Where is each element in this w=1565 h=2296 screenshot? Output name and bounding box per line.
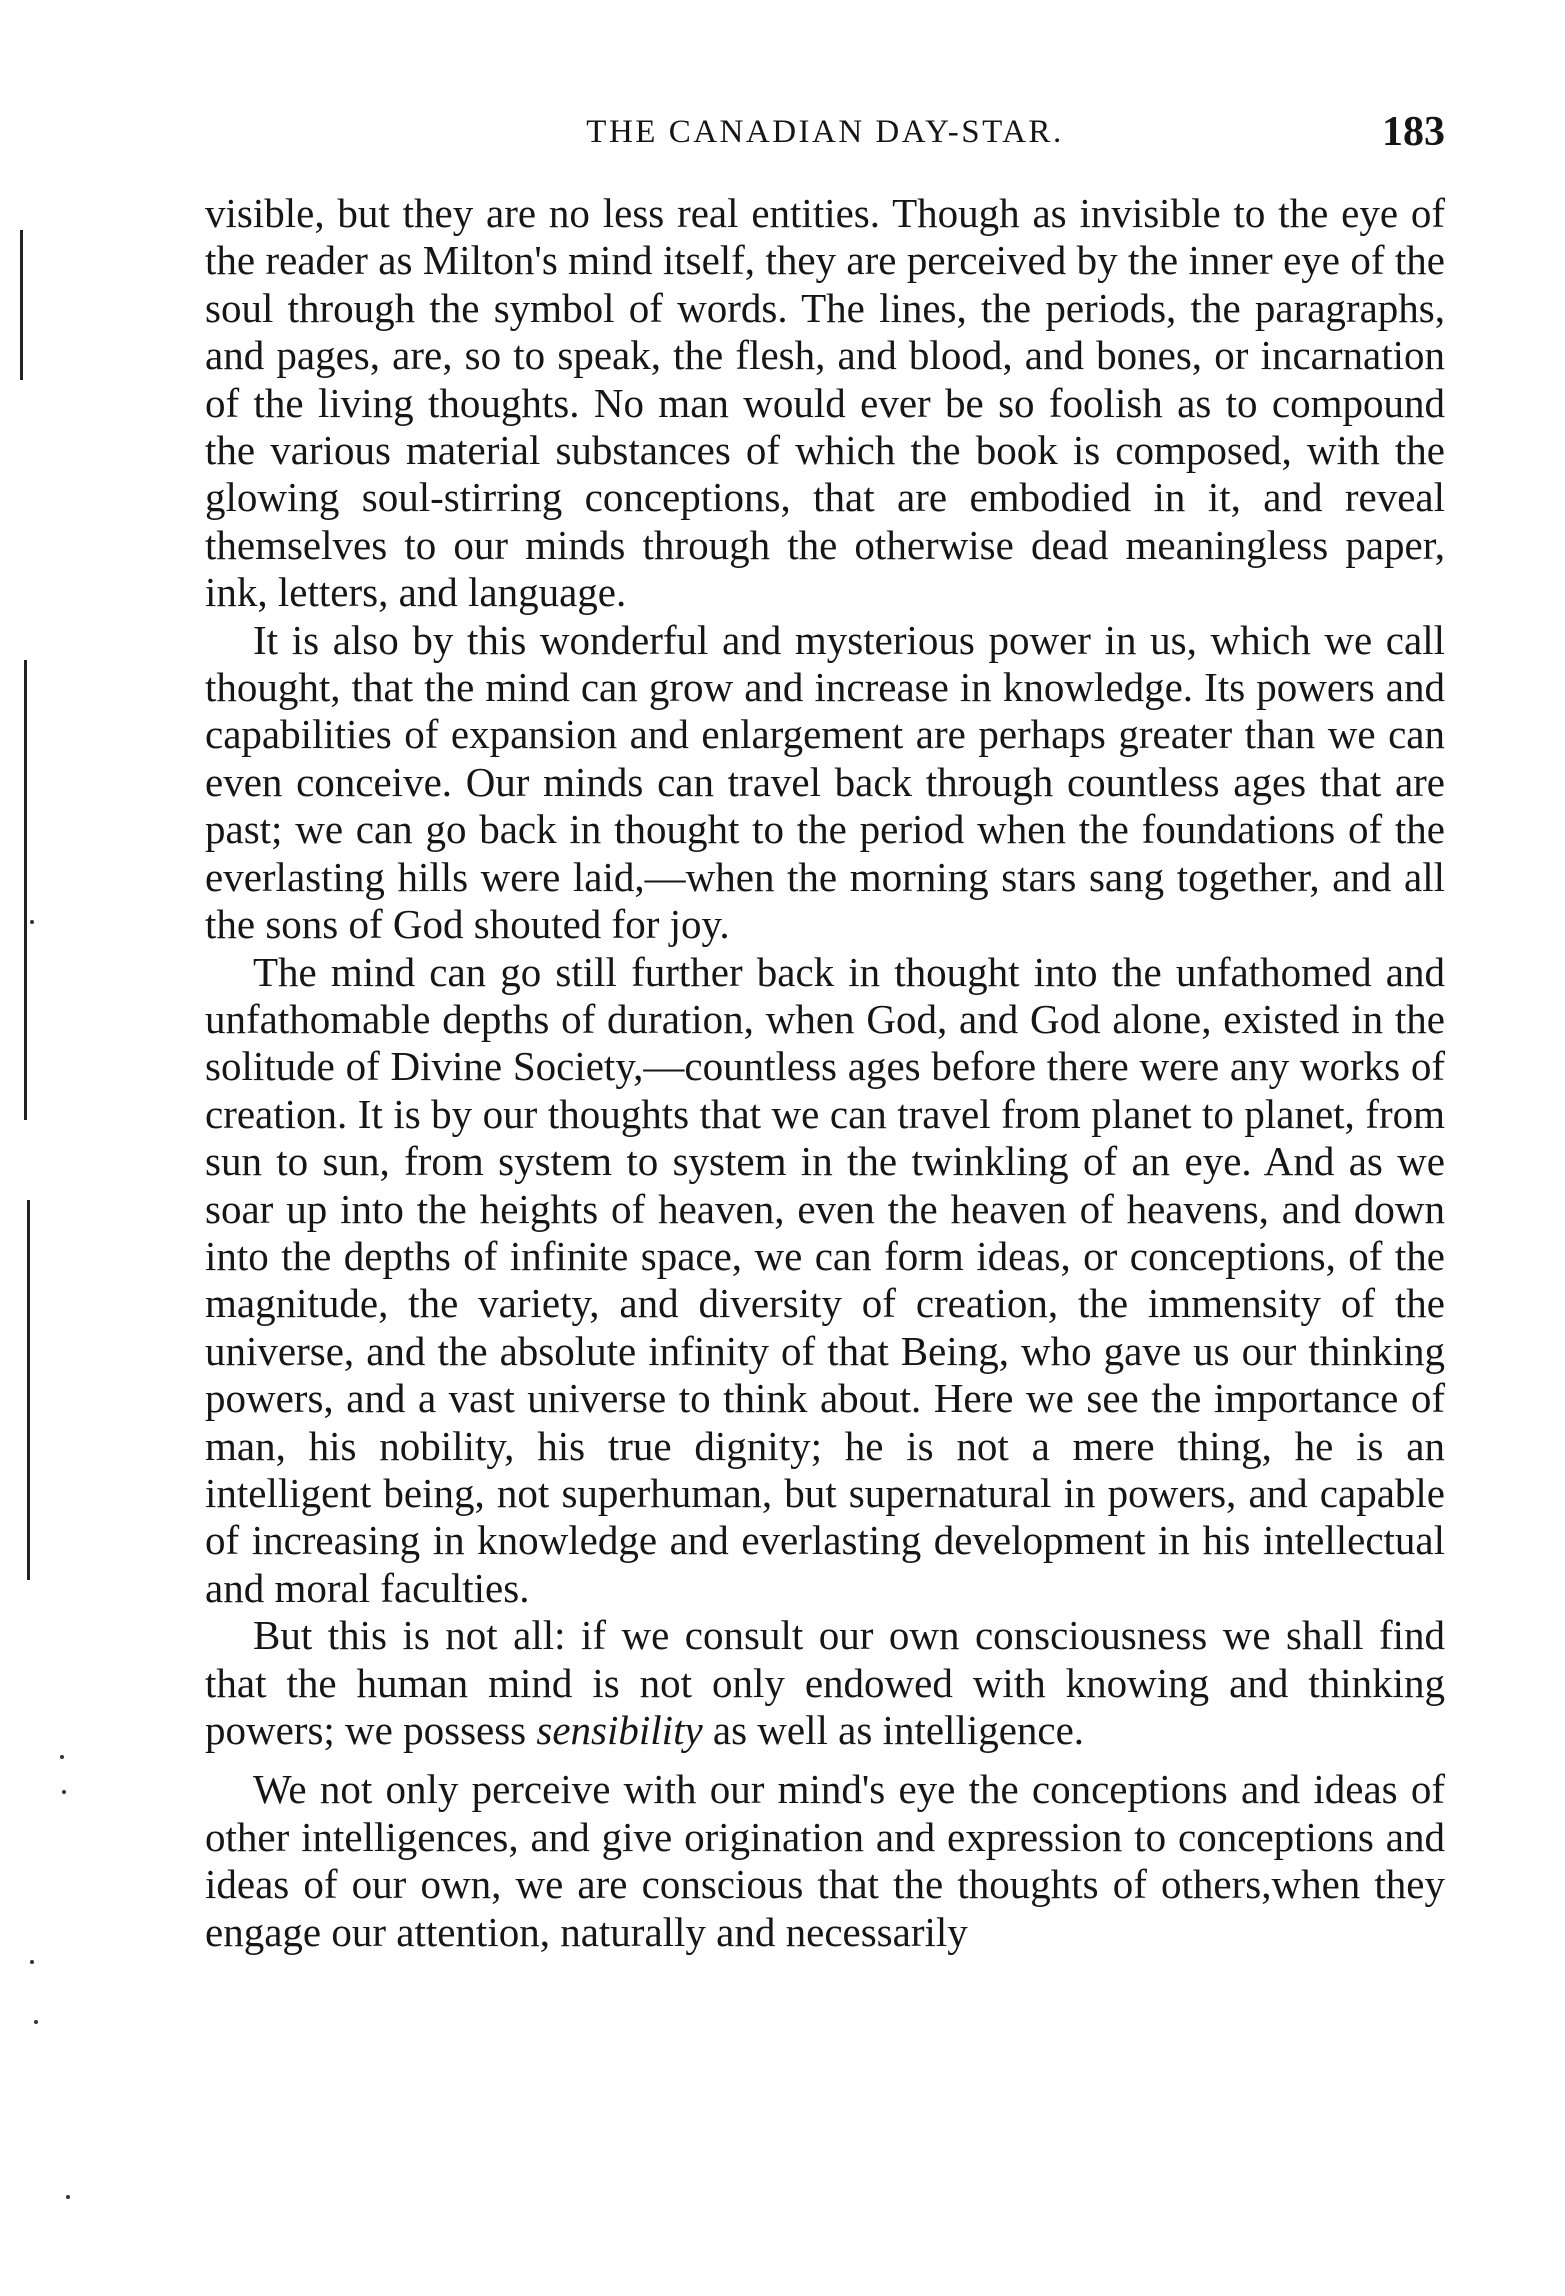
margin-line-3 bbox=[27, 1200, 30, 1580]
margin-speck-4 bbox=[30, 1960, 34, 1964]
paragraph-4-text-end: as well as intelligence. bbox=[702, 1707, 1085, 1753]
margin-speck-3 bbox=[62, 1790, 66, 1794]
body-text bbox=[205, 190, 1445, 1956]
margin-line-2 bbox=[24, 660, 27, 1120]
page-number: 183 bbox=[1382, 109, 1445, 155]
margin-speck-1 bbox=[30, 920, 34, 924]
margin-line-1 bbox=[20, 230, 23, 380]
margin-speck-6 bbox=[66, 2195, 70, 2199]
paragraph-2: It is also by this wonderful and mysterious power in us, which we call thought, that the mind can grow and increase in knowledge. Its powers and capabilities of expansion and enlargement are perhaps greater than we can even conceive. Our minds can travel back through countless ages that are past; we can go back in thought to the period when the foundations of the everlasting hills were laid,—when the morning stars sang together, and all the sons of God shouted for joy. bbox=[205, 616, 1445, 948]
running-head: THE CANADIAN DAY-STAR. bbox=[586, 114, 1064, 150]
italic-word: sensibility bbox=[536, 1707, 703, 1753]
paragraph-4 bbox=[205, 1612, 1445, 1754]
margin-speck-2 bbox=[60, 1755, 64, 1759]
paragraph-4-text-start: But this is not all: if we consult our own consciousness we shall find that the human mind is not only endowed with knowing and thinking powers; we possess bbox=[205, 1612, 1445, 1753]
paragraph-1: visible, but they are no less real entities. Though as invisible to the eye of the reader as Milton's mind itself, they are perceived by the inner eye of the soul through the symbol of words. The lines, the periods, the paragraphs, and pages, are, so to speak, the flesh, and blood, and bones, or incarnation of the living thoughts. No man would ever be so foolish as to compound the various material substances of which the book is composed, with the glowing soul-stirring conceptions, that are embodied in it, and reveal themselves to our minds through the otherwise dead meaningless paper, ink, letters, and language. bbox=[205, 190, 1445, 616]
paragraph-5: We not only perceive with our mind's eye the conceptions and ideas of other intelligences, and give origination and expression to conceptions and ideas of our own, we are conscious that the thoughts of others,when they engage our attention, naturally and necessarily bbox=[205, 1766, 1445, 1955]
margin-speck-5 bbox=[34, 2020, 38, 2024]
page-header bbox=[205, 108, 1445, 158]
paragraph-3: The mind can go still further back in thought into the unfathomed and unfathomable depths of duration, when God, and God alone, existed in the solitude of Divine Society,—countless ages before there were any works of creation. It is by our thoughts that we can travel from planet to planet, from sun to sun, from system to system in the twinkling of an eye. And as we soar up into the heights of heaven, even the heaven of heavens, and down into the depths of infinite space, we can form ideas, or conceptions, of the magnitude, the variety, and diversity of creation, the immensity of the universe, and the absolute infinity of that Being, who gave us our thinking powers, and a vast universe to think about. Here we see the importance of man, his nobility, his true dignity; he is not a mere thing, he is an intelligent being, not superhuman, but supernatural in powers, and capable of increasing in knowledge and everlasting development in his intellectual and moral faculties. bbox=[205, 948, 1445, 1611]
